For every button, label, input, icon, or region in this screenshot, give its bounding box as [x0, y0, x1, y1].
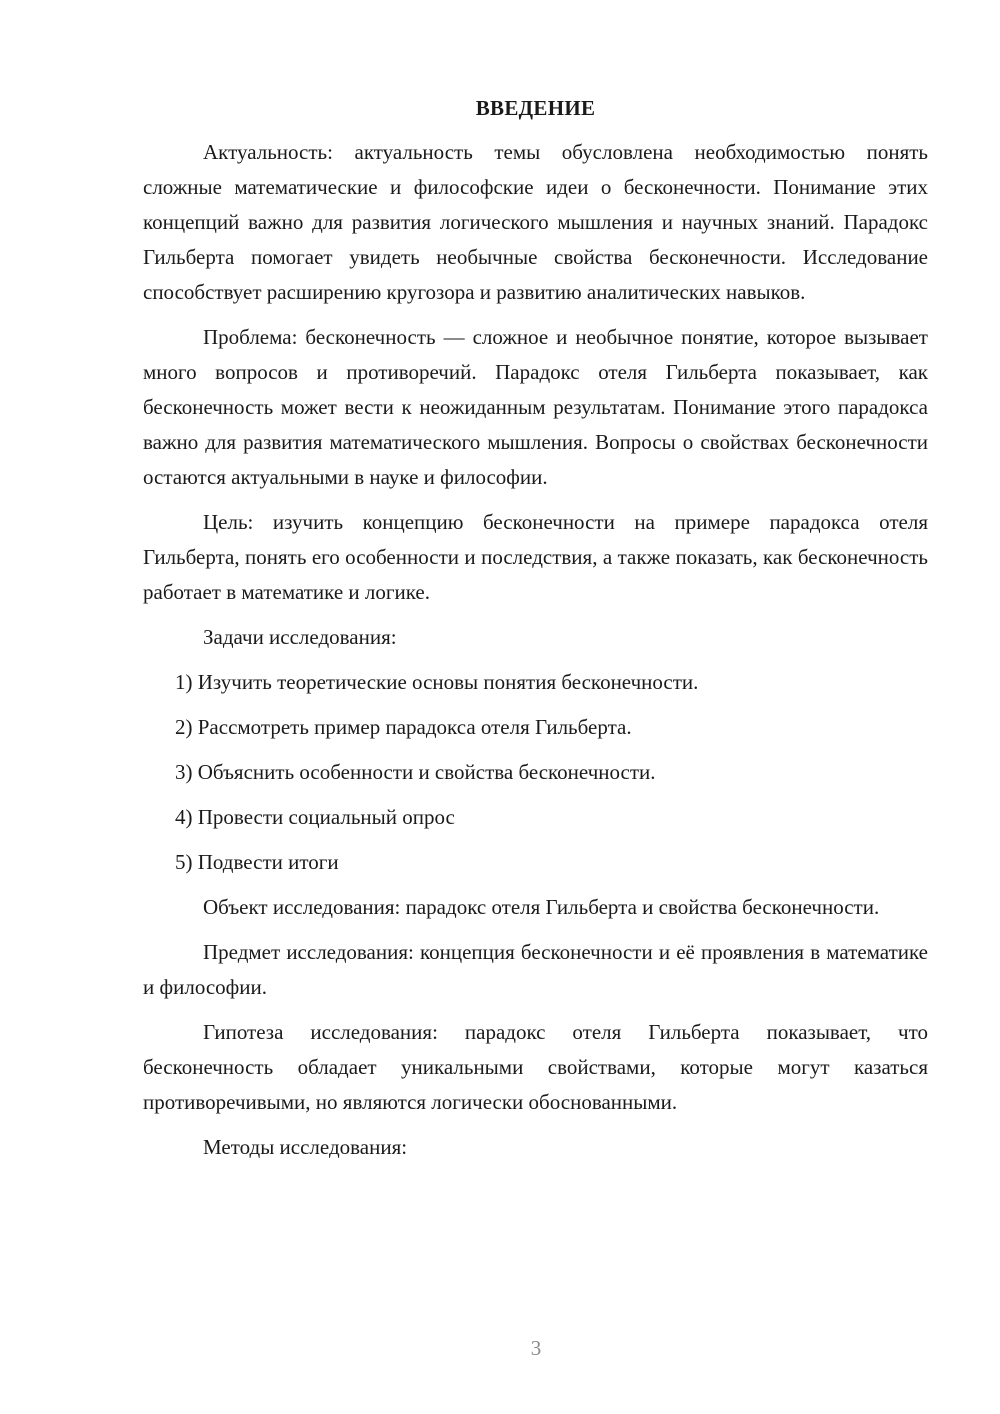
tasks-list — [143, 665, 928, 880]
list-item: 5) Подвести итоги — [175, 850, 339, 874]
paragraph-subject: Предмет исследования: концепция бесконечности и её проявления в математике и философии. — [143, 940, 928, 999]
list-item: 1) Изучить теоретические основы понятия бесконечности. — [175, 670, 699, 694]
tasks-label: Задачи исследования: — [203, 625, 397, 649]
list-item: 4) Провести социальный опрос — [175, 805, 455, 829]
paragraph-goal: Цель: изучить концепцию бесконечности на примере парадокса отеля Гильберта, понять его особенности и последствия, а также показать, как бесконечность работает в математике и логике. — [143, 510, 928, 604]
methods-label: Методы исследования: — [203, 1135, 408, 1159]
paragraph-object: Объект исследования: парадокс отеля Гильберта и свойства бесконечности. — [203, 895, 880, 919]
paragraph-relevance: Актуальность: актуальность темы обусловлена необходимостью понять сложные математические и философские идеи о бесконечности. Понимание этих концепций важно для развития логического мышления и научных знаний. Парадокс Гильберта помогает увидеть необычные свойства бесконечности. Исследование способствует расширению кругозора и развитию аналитических навыков. — [143, 140, 928, 304]
list-item: 3) Объяснить особенности и свойства бесконечности. — [175, 760, 656, 784]
paragraph-hypothesis: Гипотеза исследования: парадокс отеля Гильберта показывает, что бесконечность обладает уникальными свойствами, которые могут казаться противоречивыми, но являются логически обоснованными. — [143, 1020, 928, 1114]
section-heading: ВВЕДЕНИЕ — [475, 96, 596, 120]
paragraph-problem: Проблема: бесконечность — сложное и необычное понятие, которое вызывает много вопросов и противоречий. Парадокс отеля Гильберта показывает, как бесконечность может вести к неожиданным результатам. Понимание этого парадокса важно для развития математического мышления. Вопросы о свойствах бесконечности остаются актуальными в науке и философии. — [143, 325, 928, 489]
list-item: 2) Рассмотреть пример парадокса отеля Гильберта. — [175, 715, 632, 739]
page-number: 3 — [530, 1336, 542, 1360]
